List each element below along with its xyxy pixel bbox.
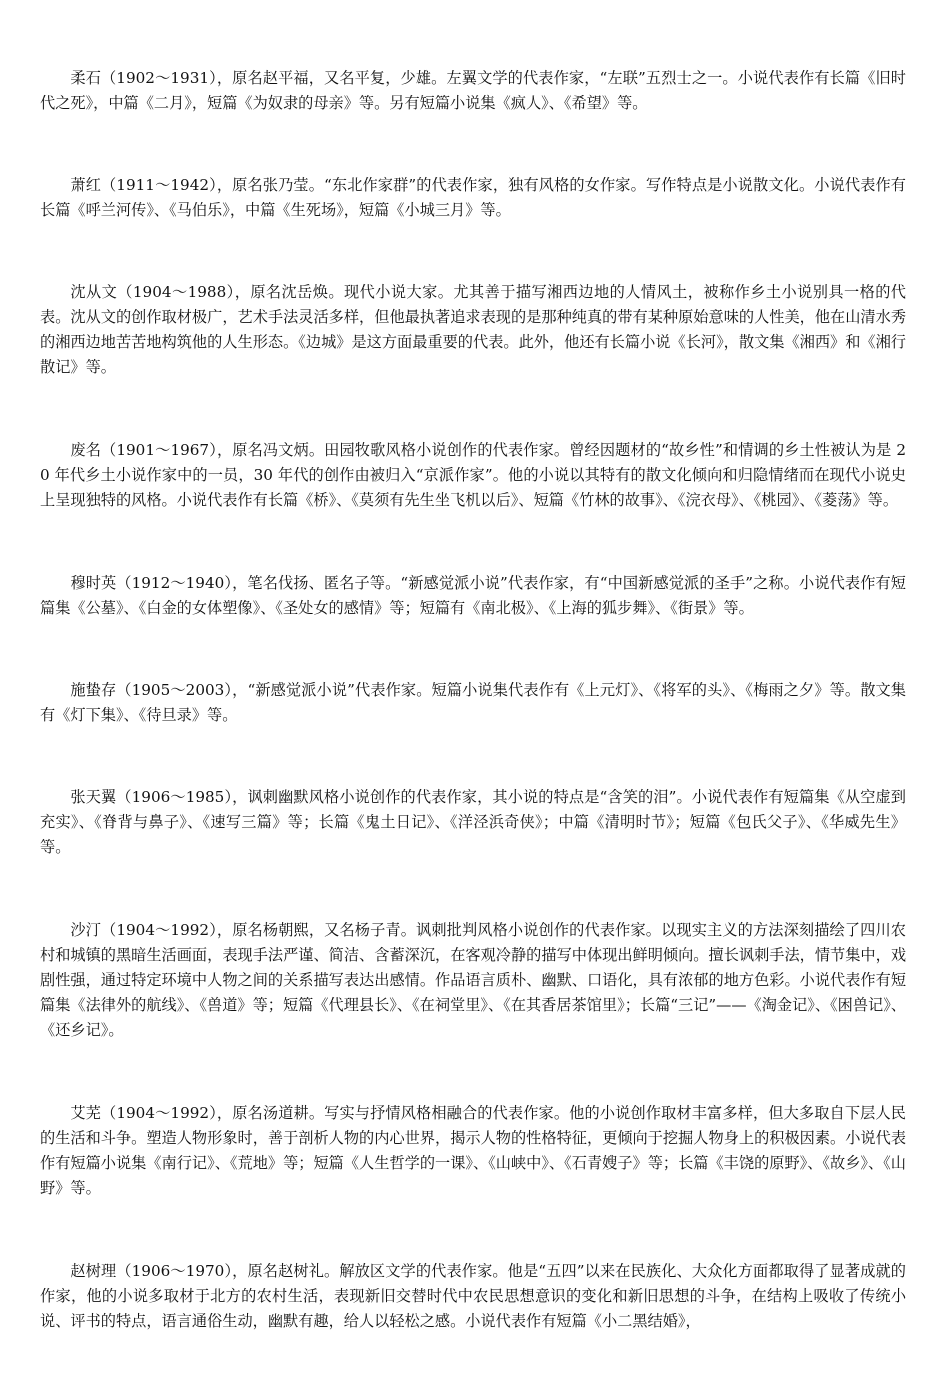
author-entry-ai-wu: 艾芜（1904～1992），原名汤道耕。写实与抒情风格相融合的代表作家。他的小说创作取材丰富多样，但大多取自下层人民的生活和斗争。塑造人物形象时，善于剖析人物的内心世界，揭示人物的性格特征，更倾向于挖掘人物身上的积极因素。小说代表作有短篇小说集《南行记》、《荒地》等；短篇《人生哲学的一课》、《山峡中》、《石青嫂子》等；长篇《丰饶的原野》、《故乡》、《山野》等。 <box>40 1104 906 1197</box>
author-entry-fei-ming: 废名（1901～1967），原名冯文炳。田园牧歌风格小说创作的代表作家。曾经因题材的“故乡性”和情调的乡土性被认为是 20 年代乡土小说作家中的一员，30 年代的创作由被归入“京派作家”。他的小说以其特有的散文化倾向和归隐情绪而在现代小说史上呈现独特的风格。小说代表作有长篇《桥》、《莫须有先生坐飞机以后》、短篇《竹林的故事》、《浣衣母》、《桃园》、《菱荡》等。 <box>40 441 906 509</box>
author-entry-rou-shi: 柔石（1902～1931），原名赵平福，又名平复，少雄。左翼文学的代表作家，“左联”五烈士之一。小说代表作有长篇《旧时代之死》，中篇《二月》，短篇《为奴隶的母亲》等。另有短篇小说集《疯人》、《希望》等。 <box>40 69 906 112</box>
author-entry-mu-shiying: 穆时英（1912～1940），笔名伐扬、匿名子等。“新感觉派小说”代表作家，有“中国新感觉派的圣手”之称。小说代表作有短篇集《公墓》、《白金的女体塑像》、《圣处女的感情》等；短篇有《南北极》、《上海的狐步舞》、《街景》等。 <box>40 574 906 617</box>
author-entry-zhao-shuli: 赵树理（1906～1970），原名赵树礼。解放区文学的代表作家。他是“五四”以来在民族化、大众化方面都取得了显著成就的作家，他的小说多取材于北方的农村生活，表现新旧交替时代中农民思想意识的变化和新旧思想的斗争，在结构上吸收了传统小说、评书的特点，语言通俗生动，幽默有趣，给人以轻松之感。小说代表作有短篇《小二黑结婚》， <box>40 1262 906 1330</box>
author-entry-sha-ting: 沙汀（1904～1992），原名杨朝熙，又名杨子青。讽刺批判风格小说创作的代表作家。以现实主义的方法深刻描绘了四川农村和城镇的黑暗生活画面，表现手法严谨、简洁、含蓄深沉，在客观冷静的描写中体现出鲜明倾向。擅长讽刺手法，情节集中，戏剧性强，通过特定环境中人物之间的关系描写表达出感情。作品语言质朴、幽默、口语化，具有浓郁的地方色彩。小说代表作有短篇集《法律外的航线》、《兽道》等；短篇《代理县长》、《在祠堂里》、《在其香居茶馆里》；长篇“三记”——《淘金记》、《困兽记》、《还乡记》。 <box>40 921 906 1039</box>
author-entry-shi-zhecun: 施蛰存（1905～2003），“新感觉派小说”代表作家。短篇小说集代表作有《上元灯》、《将军的头》、《梅雨之夕》等。散文集有《灯下集》、《待旦录》等。 <box>40 681 906 724</box>
document-body <box>40 66 906 1392</box>
author-entry-zhang-tianyi: 张天翼（1906～1985），讽刺幽默风格小说创作的代表作家，其小说的特点是“含笑的泪”。小说代表作有短篇集《从空虚到充实》、《脊背与鼻子》、《速写三篇》等；长篇《鬼土日记》、《洋泾浜奇侠》；中篇《清明时节》；短篇《包氏父子》、《华威先生》等。 <box>40 788 906 856</box>
author-entry-xiao-hong: 萧红（1911～1942），原名张乃莹。“东北作家群”的代表作家，独有风格的女作家。写作特点是小说散文化。小说代表作有长篇《呼兰河传》、《马伯乐》，中篇《生死场》，短篇《小城三月》等。 <box>40 176 906 219</box>
author-entry-shen-congwen: 沈从文（1904～1988），原名沈岳焕。现代小说大家。尤其善于描写湘西边地的人情风土，被称作乡土小说别具一格的代表。沈从文的创作取材极广，艺术手法灵活多样，但他最执著追求表现的是那种纯真的带有某种原始意味的人性美，他在山清水秀的湘西边地苦苦地构筑他的人生形态。《边城》是这方面最重要的代表。此外，他还有长篇小说《长河》，散文集《湘西》和《湘行散记》等。 <box>40 283 906 376</box>
